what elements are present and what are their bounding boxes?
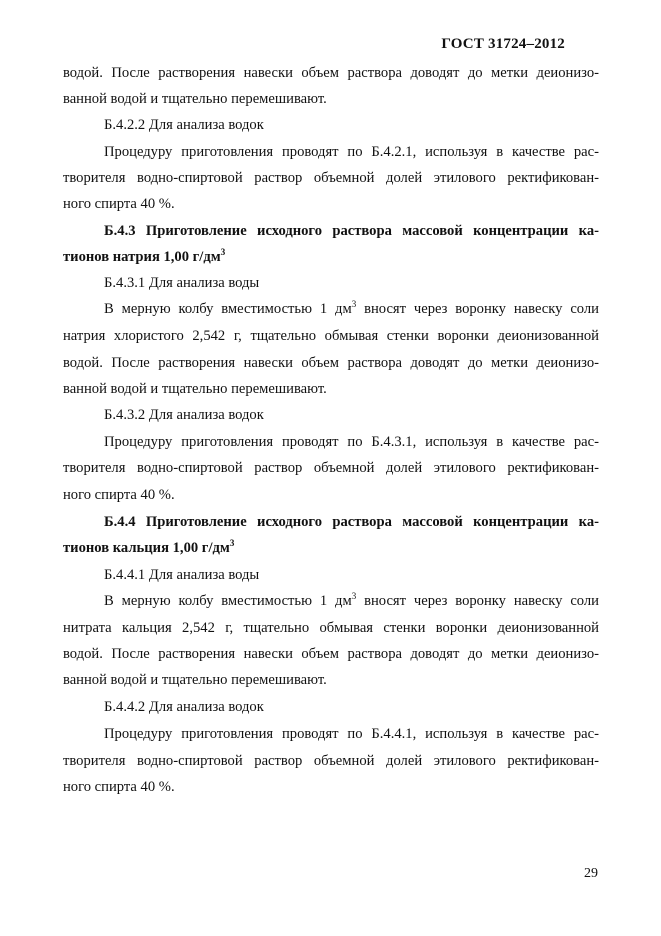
subsection-heading: Б.4.3.2 Для анализа водок bbox=[104, 407, 264, 423]
text-line: Процедуру приготовления проводят по Б.4.3.1, используя в качестве рас- bbox=[104, 434, 599, 450]
text-line: ного спирта 40 %. bbox=[63, 779, 175, 795]
text-line: нитрата кальция 2,542 г, тщательно обмывая стенки воронки деионизованной bbox=[63, 620, 599, 636]
text-line: водой. После растворения навески объем раствора доводят до метки деионизо- bbox=[63, 355, 599, 371]
document-header: ГОСТ 31724–2012 bbox=[441, 36, 565, 52]
subsection-heading: Б.4.2.2 Для анализа водок bbox=[104, 117, 264, 133]
text-line: ного спирта 40 %. bbox=[63, 487, 175, 503]
page-number: 29 bbox=[584, 866, 598, 881]
text-line: В мерную колбу вместимостью 1 $дм^3$ вносят через воронку навеску соли bbox=[104, 591, 599, 609]
section-heading-cont: тионов натрия 1,00 $г/дм^3$ bbox=[63, 247, 226, 265]
section-heading: Б.4.3 Приготовление исходного раствора массовой концентрации ка- bbox=[104, 223, 599, 239]
section-heading: Б.4.4 Приготовление исходного раствора массовой концентрации ка- bbox=[104, 514, 599, 530]
text-line: В мерную колбу вместимостью 1 $дм^3$ вносят через воронку навеску соли bbox=[104, 299, 599, 317]
text-line: ного спирта 40 %. bbox=[63, 196, 175, 212]
text-line: ванной водой и тщательно перемешивают. bbox=[63, 381, 327, 397]
text-line: творителя водно-спиртовой раствор объемной долей этилового ректификован- bbox=[63, 753, 599, 769]
text-line: Процедуру приготовления проводят по Б.4.2.1, используя в качестве рас- bbox=[104, 144, 599, 160]
subsection-heading: Б.4.4.1 Для анализа воды bbox=[104, 567, 260, 583]
text-line: ванной водой и тщательно перемешивают. bbox=[63, 672, 327, 688]
text-line: творителя водно-спиртовой раствор объемной долей этилового ректификован- bbox=[63, 460, 599, 476]
text-line: Процедуру приготовления проводят по Б.4.4.1, используя в качестве рас- bbox=[104, 726, 599, 742]
text-line: водой. После растворения навески объем раствора доводят до метки деионизо- bbox=[63, 65, 599, 81]
text-line: ванной водой и тщательно перемешивают. bbox=[63, 91, 327, 107]
subsection-heading: Б.4.4.2 Для анализа водок bbox=[104, 699, 264, 715]
section-heading-cont: тионов кальция 1,00 $г/дм^3$ bbox=[63, 538, 235, 556]
subsection-heading: Б.4.3.1 Для анализа воды bbox=[104, 275, 260, 291]
text-line: творителя водно-спиртовой раствор объемной долей этилового ректификован- bbox=[63, 170, 599, 186]
text-line: натрия хлористого 2,542 г, тщательно обмывая стенки воронки деионизованной bbox=[63, 328, 599, 344]
text-line: водой. После растворения навески объем раствора доводят до метки деионизо- bbox=[63, 646, 599, 662]
